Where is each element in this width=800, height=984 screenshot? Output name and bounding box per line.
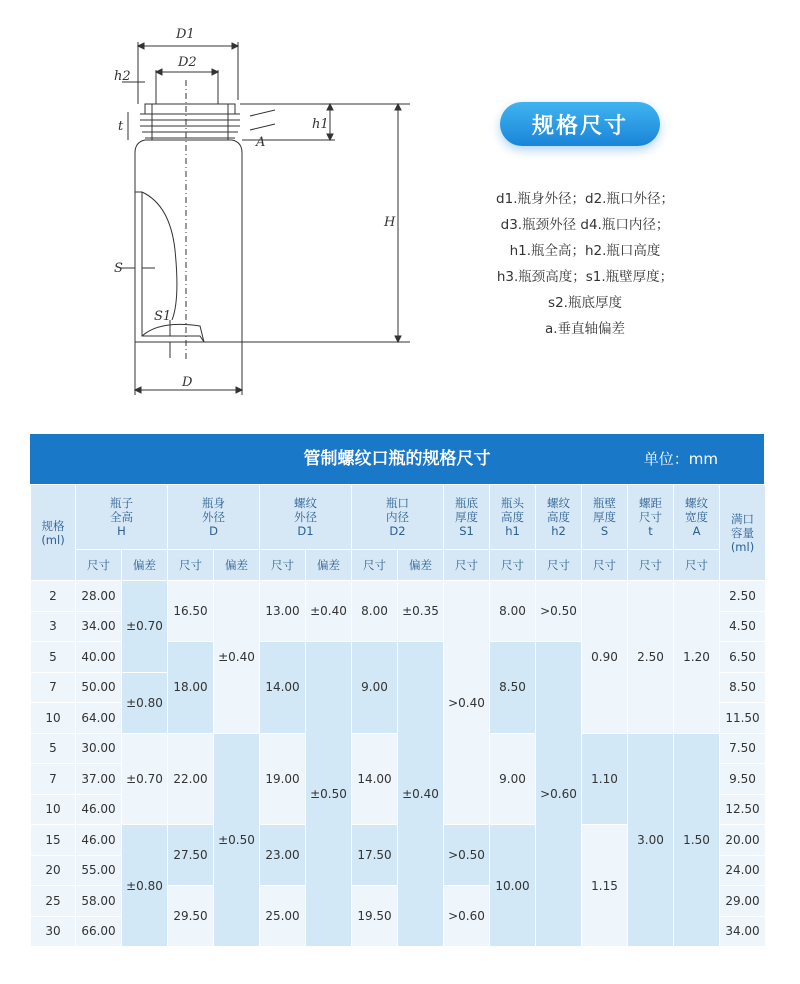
label-h1: h1	[312, 117, 329, 132]
cell-s: 1.10	[582, 733, 628, 825]
label-d2: D2	[178, 55, 197, 70]
header-thread: 螺纹 外径 D1	[260, 485, 352, 550]
subheader-size: 尺寸	[628, 550, 674, 581]
subheader-dev: 偏差	[122, 550, 168, 581]
cell-a: 1.20	[674, 581, 720, 734]
header-mouth: 瓶口 内径 D2	[352, 485, 444, 550]
cell-h2: >0.60	[536, 642, 582, 947]
legend-line: d3.瓶颈外径 d4.瓶口内径；	[500, 217, 670, 233]
label-d1: D1	[176, 27, 195, 42]
subheader-dev: 偏差	[214, 550, 260, 581]
cell-spec: 30	[31, 916, 76, 947]
header-width: 螺纹 宽度 A	[674, 485, 720, 550]
label-h2: h2	[114, 69, 131, 84]
subheader-size: 尺寸	[582, 550, 628, 581]
cell-capacity: 8.50	[720, 672, 766, 703]
cell-d2: 14.00	[352, 733, 398, 825]
table-unit: 单位：mm	[643, 450, 718, 468]
cell-h: 30.00	[76, 733, 122, 764]
cell-d2: 8.00	[352, 581, 398, 642]
cell-spec: 7	[31, 672, 76, 703]
cell-d: 22.00	[168, 733, 214, 825]
subheader-size: 尺寸	[260, 550, 306, 581]
cell-t: 2.50	[628, 581, 674, 734]
spec-table-section	[30, 434, 764, 947]
cell-spec: 5	[31, 642, 76, 673]
subheader-size: 尺寸	[536, 550, 582, 581]
cell-capacity: 24.00	[720, 855, 766, 886]
cell-h: 46.00	[76, 794, 122, 825]
cell-spec: 2	[31, 581, 76, 612]
cell-h1: 8.00	[490, 581, 536, 642]
cell-spec: 5	[31, 733, 76, 764]
cell-capacity: 4.50	[720, 611, 766, 642]
header-body: 瓶身 外径 D	[168, 485, 260, 550]
cell-a: 1.50	[674, 733, 720, 947]
cell-d: 27.50	[168, 825, 214, 886]
spec-table	[30, 484, 766, 947]
cell-h1: 9.00	[490, 733, 536, 825]
cell-d1: 13.00	[260, 581, 306, 642]
cell-d2: 19.50	[352, 886, 398, 947]
cell-s1: >0.60	[444, 886, 490, 947]
cell-d: 29.50	[168, 886, 214, 947]
legend-line: d1.瓶身外径；d2.瓶口外径；	[496, 191, 674, 207]
cell-capacity: 11.50	[720, 703, 766, 734]
cell-d1: 14.00	[260, 642, 306, 734]
subheader-size: 尺寸	[490, 550, 536, 581]
header-wall: 瓶壁 厚度 S	[582, 485, 628, 550]
cell-spec: 25	[31, 886, 76, 917]
cell-h: 66.00	[76, 916, 122, 947]
legend-line: s2.瓶底厚度	[548, 295, 622, 311]
label-t: t	[118, 119, 124, 134]
cell-spec: 10	[31, 794, 76, 825]
cell-capacity: 6.50	[720, 642, 766, 673]
cell-capacity: 34.00	[720, 916, 766, 947]
cell-d1: 23.00	[260, 825, 306, 886]
subheader-size: 尺寸	[76, 550, 122, 581]
cell-d2-dev: ±0.35	[398, 581, 444, 642]
cell-h: 55.00	[76, 855, 122, 886]
cell-h: 64.00	[76, 703, 122, 734]
subheader-size: 尺寸	[674, 550, 720, 581]
cell-d2-dev: ±0.40	[398, 642, 444, 947]
vial-technical-drawing	[100, 20, 420, 400]
cell-h2: >0.50	[536, 581, 582, 642]
table-row	[31, 581, 766, 612]
cell-h: 34.00	[76, 611, 122, 642]
cell-s: 1.15	[582, 825, 628, 947]
cell-d: 18.00	[168, 642, 214, 734]
header-spec: 规格 (ml)	[31, 485, 76, 581]
cell-h-dev: ±0.70	[122, 733, 168, 825]
header-height: 瓶子 全高 H	[76, 485, 168, 550]
subheader-size: 尺寸	[444, 550, 490, 581]
cell-h: 50.00	[76, 672, 122, 703]
cell-capacity: 12.50	[720, 794, 766, 825]
legend-line: h3.瓶颈高度；s1.瓶壁厚度；	[496, 269, 674, 285]
cell-d1-dev: ±0.50	[306, 642, 352, 947]
cell-s1: >0.50	[444, 825, 490, 886]
header-pitch: 螺距 尺寸 t	[628, 485, 674, 550]
cell-capacity: 2.50	[720, 581, 766, 612]
subheader-size: 尺寸	[168, 550, 214, 581]
cell-s: 0.90	[582, 581, 628, 734]
cell-h-dev: ±0.70	[122, 581, 168, 673]
cell-s1: >0.40	[444, 581, 490, 825]
table-title: 管制螺纹口瓶的规格尺寸	[303, 449, 491, 469]
cell-spec: 10	[31, 703, 76, 734]
cell-d2: 17.50	[352, 825, 398, 886]
cell-t: 3.00	[628, 733, 674, 947]
subheader-dev: 偏差	[306, 550, 352, 581]
cell-d1-dev: ±0.40	[306, 581, 352, 642]
cell-spec: 7	[31, 764, 76, 795]
cell-d-dev: ±0.50	[214, 733, 260, 947]
cell-h: 28.00	[76, 581, 122, 612]
cell-spec: 15	[31, 825, 76, 856]
cell-h1: 10.00	[490, 825, 536, 947]
table-title-bar	[30, 434, 764, 484]
label-h: H	[384, 215, 396, 230]
cell-spec: 3	[31, 611, 76, 642]
cell-d1: 25.00	[260, 886, 306, 947]
cell-d: 16.50	[168, 581, 214, 642]
header-head: 瓶头 高度 h1	[490, 485, 536, 550]
cell-h-dev: ±0.80	[122, 672, 168, 733]
header-capacity: 满口 容量 (ml)	[720, 485, 766, 581]
cell-capacity: 20.00	[720, 825, 766, 856]
subheader-dev: 偏差	[398, 550, 444, 581]
legend-line: h1.瓶全高；h2.瓶口高度	[509, 243, 661, 259]
label-d: D	[182, 375, 193, 390]
cell-h: 46.00	[76, 825, 122, 856]
cell-h-dev: ±0.80	[122, 825, 168, 947]
label-s1: S1	[154, 309, 172, 324]
cell-capacity: 29.00	[720, 886, 766, 917]
legend	[460, 186, 710, 342]
legend-line: a.垂直轴偏差	[544, 321, 626, 337]
cell-capacity: 9.50	[720, 764, 766, 795]
header-bottom: 瓶底 厚度 S1	[444, 485, 490, 550]
header-thread-height: 螺纹 高度 h2	[536, 485, 582, 550]
cell-h: 37.00	[76, 764, 122, 795]
cell-capacity: 7.50	[720, 733, 766, 764]
cell-d1: 19.00	[260, 733, 306, 825]
cell-d-dev: ±0.40	[214, 581, 260, 734]
label-a: A	[256, 135, 266, 150]
cell-h: 40.00	[76, 642, 122, 673]
cell-h: 58.00	[76, 886, 122, 917]
cell-h1: 8.50	[490, 642, 536, 734]
spec-title-badge: 规格尺寸	[500, 102, 660, 146]
cell-d2: 9.00	[352, 642, 398, 734]
cell-spec: 20	[31, 855, 76, 886]
label-s: S	[114, 261, 123, 276]
subheader-size: 尺寸	[352, 550, 398, 581]
